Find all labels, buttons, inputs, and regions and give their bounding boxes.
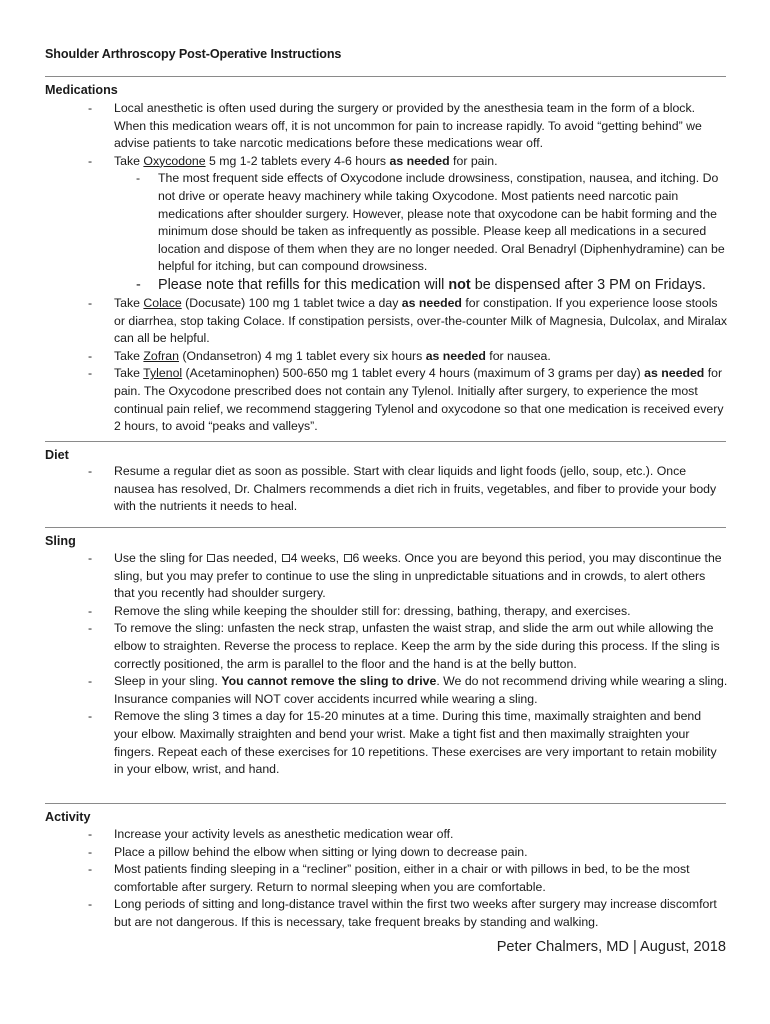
list-item: - Remove the sling while keeping the shoulder still for: dressing, bathing, therapy, and exercises.: [88, 603, 728, 621]
list-item: - Most patients finding sleeping in a “recliner” position, either in a chair or with pillows in bed, to be the most comfortable after surgery. Return to normal sleeping when you are comfortable.: [88, 861, 728, 896]
list-item: - Local anesthetic is often used during the surgery or provided by the anesthesia team in the form of a block. When this medication wears off, it is not uncommon for pain to increase rapidly. To avoid “getting behind” we advise patients to take narcotic medications before these medications wear off.: [88, 100, 728, 153]
list-item: - Sleep in your sling. You cannot remove the sling to drive. We do not recommend driving while wearing a sling. Insurance companies will NOT cover accidents incurred while wearing a sling.: [88, 673, 728, 708]
medications-heading: Medications: [45, 83, 118, 97]
list-item: - Resume a regular diet as soon as possible. Start with clear liquids and light foods (jello, soup, etc.). Once nausea has resolved, Dr. Chalmers recommends a diet rich in fruits, vegetables, and fiber to provide your body with the nutrients it needs to heal.: [88, 463, 728, 516]
divider: [45, 803, 726, 804]
sub-list-item: - Please note that refills for this medication will not be dispensed after 3 PM on Fridays.: [136, 276, 728, 295]
divider: [45, 76, 726, 77]
list-item: - Long periods of sitting and long-distance travel within the first two weeks after surgery may increase discomfort but are not dangerous. If this is necessary, take frequent breaks by standing and walking.: [88, 896, 728, 931]
divider: [45, 527, 726, 528]
checkbox-4-weeks: [282, 554, 290, 562]
checkbox-6-weeks: [344, 554, 352, 562]
list-item: - Take Colace (Docusate) 100 mg 1 tablet twice a day as needed for constipation. If you experience loose stools or diarrhea, stop taking Colace. If constipation persists, over-the-counter Milk of Magnesia, Dulcolax, and Miralax can all be helpful.: [88, 295, 728, 348]
list-item: - To remove the sling: unfasten the neck strap, unfasten the waist strap, and slide the arm out while allowing the elbow to straighten. Reverse the process to replace. Keep the arm by the side during this process. If the sling is correctly positioned, the arm is parallel to the floor and the hand is at the belly button.: [88, 620, 728, 673]
oxycodone-sublist: [114, 170, 728, 295]
list-item: - Remove the sling 3 times a day for 15-20 minutes at a time. During this time, maximally straighten and bend your elbow. Maximally straighten and bend your wrist. Make a tight fist and then maximally straighten your fingers. Repeat each of these exercises for 10 repetitions. These exercises are very important to retain mobility in your elbow, wrist, and hand.: [88, 708, 728, 778]
list-item: - Use the sling for as needed, 4 weeks, 6 weeks. Once you are beyond this period, you may discontinue the sling, but you may prefer to continue to use the sling in unpredictable situations and in crowds, to alert others that you recently had shoulder surgery.: [88, 550, 728, 603]
sling-list: [88, 550, 728, 779]
medications-list: [88, 100, 728, 436]
activity-heading: Activity: [45, 810, 91, 824]
checkbox-as-needed: [207, 554, 215, 562]
list-item: - Take Oxycodone 5 mg 1-2 tablets every 4-6 hours as needed for pain. - The most frequent side effects of Oxycodone include drowsiness, constipation, nausea, and itching. Do not drive or operate heavy machinery while taking Oxycodone. Most patients need narcotic pain medications after shoulder surgery. However, please note that oxycodone can be habit forming and the minimum dose should be taken as infrequently as possible. Please keep all medications in a secured location and dispose of them when they are no longer needed. Oral Benadryl (Diphenhydramine) can be helpful for itching, but can compound drowsiness. - Please note that refills for this medication will not be dispensed after 3 PM on Fridays.: [88, 153, 728, 295]
list-item: - Take Tylenol (Acetaminophen) 500-650 mg 1 tablet every 4 hours (maximum of 3 grams per day) as needed for pain. The Oxycodone prescribed does not contain any Tylenol. Initially after surgery, to experience the most continual pain relief, we recommend staggering Tylenol and oxycodone so that one medication is received every 2 hours, to avoid “peaks and valleys”.: [88, 365, 728, 435]
list-item: - Increase your activity levels as anesthetic medication wear off.: [88, 826, 728, 844]
drug-name: Tylenol: [143, 366, 183, 381]
activity-list: [88, 826, 728, 932]
diet-heading: Diet: [45, 448, 69, 462]
list-item: - Take Zofran (Ondansetron) 4 mg 1 tablet every six hours as needed for nausea.: [88, 348, 728, 366]
diet-list: [88, 463, 728, 516]
list-item: - Place a pillow behind the elbow when sitting or lying down to decrease pain.: [88, 844, 728, 862]
drug-name: Oxycodone: [143, 153, 206, 168]
sling-heading: Sling: [45, 534, 76, 548]
signature-line: Peter Chalmers, MD | August, 2018: [496, 939, 726, 955]
divider: [45, 441, 726, 442]
sub-list-item: - The most frequent side effects of Oxycodone include drowsiness, constipation, nausea, and itching. Do not drive or operate heavy machinery while taking Oxycodone. Most patients need narcotic pain medications after shoulder surgery. However, please note that oxycodone can be habit forming and the minimum dose should be taken as infrequently as possible. Please keep all medications in a secured location and dispose of them when they are no longer needed. Oral Benadryl (Diphenhydramine) can be helpful for itching, but can compound drowsiness.: [136, 170, 728, 276]
document-title: Shoulder Arthroscopy Post-Operative Instructions: [45, 47, 342, 61]
drug-name: Zofran: [143, 348, 179, 363]
drug-name: Colace: [143, 295, 182, 310]
